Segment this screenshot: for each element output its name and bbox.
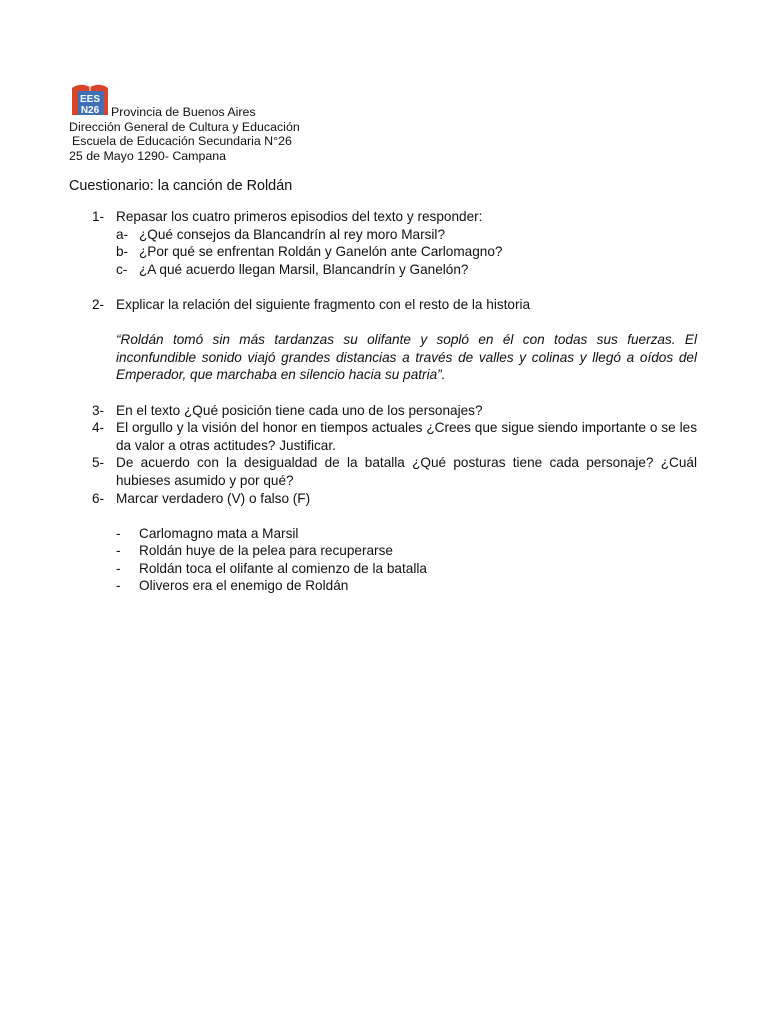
question-number: 2- bbox=[92, 296, 105, 312]
bullet-dash: - bbox=[116, 578, 121, 594]
spacer bbox=[92, 314, 697, 332]
sub-question-letter: c- bbox=[116, 261, 128, 277]
sub-question-text: ¿Qué consejos da Blancandrín al rey moro Marsil? bbox=[139, 226, 445, 242]
question-6 bbox=[92, 490, 697, 508]
school-logo bbox=[70, 82, 110, 118]
question-text: Repasar los cuatro primeros episodios del texto y responder: bbox=[116, 209, 483, 224]
question-number: 4- bbox=[92, 420, 105, 436]
bullet-dash: - bbox=[116, 560, 121, 576]
question-text: Explicar la relación del siguiente fragmento con el resto de la historia bbox=[116, 296, 531, 312]
spacer bbox=[92, 384, 697, 402]
logo-text-bottom: N26 bbox=[80, 105, 100, 116]
true-false-item-2 bbox=[92, 542, 697, 560]
question-5 bbox=[92, 454, 697, 489]
bullet-dash: - bbox=[116, 525, 121, 541]
sub-question-c bbox=[92, 261, 697, 279]
header-school: Escuela de Educación Secundaria N°26 bbox=[72, 134, 292, 148]
page-title: Cuestionario: la canción de Roldán bbox=[69, 178, 293, 194]
question-number: 6- bbox=[92, 490, 105, 506]
question-text: El orgullo y la visión del honor en tiempos actuales ¿Crees que sigue siendo importante o se les da valor a otras actitudes? Justificar. bbox=[116, 420, 697, 453]
questionnaire bbox=[92, 208, 697, 595]
logo-text-top: EES bbox=[79, 94, 101, 105]
true-false-item-1 bbox=[92, 525, 697, 543]
header-address: 25 de Mayo 1290- Campana bbox=[69, 148, 227, 163]
statement-text: Roldán toca el olifante al comienzo de la batalla bbox=[139, 560, 427, 576]
statement-text: Roldán huye de la pelea para recuperarse bbox=[139, 543, 393, 559]
statement-text: Oliveros era el enemigo de Roldán bbox=[139, 578, 349, 594]
question-3 bbox=[92, 402, 697, 420]
school-header bbox=[69, 82, 300, 163]
sub-question-b bbox=[92, 243, 697, 261]
question-number: 5- bbox=[92, 455, 105, 471]
bullet-dash: - bbox=[116, 543, 121, 559]
quoted-fragment: “Roldán tomó sin más tardanzas su olifante y sopló en él con todas sus fuerzas. El inconfundible sonido viajó grandes distancias a través de valles y colinas y llegó a oídos del Emperador, que marchaba en silencio hacia su patria”. bbox=[116, 332, 697, 383]
true-false-item-4 bbox=[92, 577, 697, 595]
sub-question-text: ¿A qué acuerdo llegan Marsil, Blancandrín y Ganelón? bbox=[139, 261, 469, 277]
question-text: Marcar verdadero (V) o falso (F) bbox=[116, 490, 311, 506]
header-province: Provincia de Buenos Aires bbox=[111, 105, 256, 119]
question-number: 3- bbox=[92, 402, 105, 418]
sub-question-a bbox=[92, 226, 697, 244]
question-text: En el texto ¿Qué posición tiene cada uno de los personajes? bbox=[116, 402, 483, 418]
sub-question-text: ¿Por qué se enfrentan Roldán y Ganelón ante Carlomagno? bbox=[139, 244, 503, 260]
sub-question-letter: a- bbox=[116, 226, 129, 242]
question-number: 1- bbox=[92, 209, 105, 224]
true-false-item-3 bbox=[92, 560, 697, 578]
question-4 bbox=[92, 419, 697, 454]
question-1 bbox=[92, 208, 697, 226]
statement-text: Carlomagno mata a Marsil bbox=[139, 525, 299, 541]
question-text: De acuerdo con la desigualdad de la batalla ¿Qué posturas tiene cada personaje? ¿Cuál hubieses asumido y por qué? bbox=[116, 455, 697, 488]
spacer bbox=[92, 507, 697, 525]
spacer bbox=[92, 278, 697, 296]
sub-question-letter: b- bbox=[116, 244, 129, 260]
header-direction: Dirección General de Cultura y Educación bbox=[69, 119, 300, 134]
question-2 bbox=[92, 296, 697, 314]
